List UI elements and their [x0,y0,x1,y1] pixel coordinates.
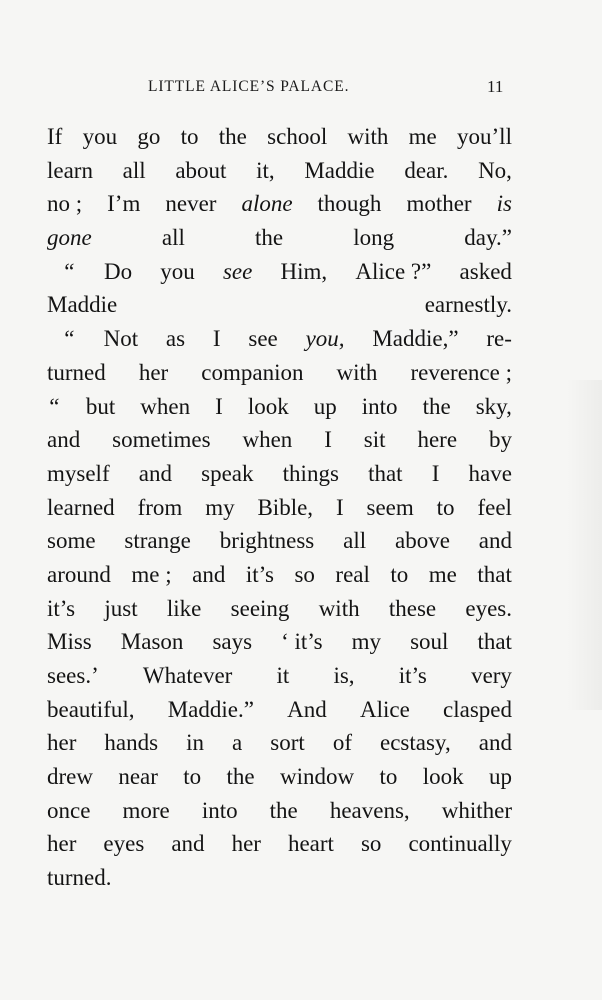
word: heavens, [329,797,410,823]
word: beautiful, [47,696,135,722]
word: is, [333,663,355,688]
word: re- [486,326,512,352]
word: I [212,326,221,352]
word: reverence ; [410,359,512,385]
word: “ [62,258,76,284]
word: and [138,460,172,486]
word: me ; [131,561,172,587]
text-line [47,390,512,424]
word: long [353,225,395,251]
word: into [361,393,398,419]
page-number: 11 [487,77,504,96]
running-head [0,78,602,102]
word: If [47,124,63,149]
text-line [47,524,512,558]
word: No, [478,157,512,183]
word: go [137,124,161,149]
word: Maddie.” [167,696,254,722]
text-line [47,659,512,693]
word: and [47,427,81,453]
text-line [47,558,512,592]
word: and [478,730,512,756]
word: Bible, [257,494,314,520]
text-line [47,221,512,255]
word: from [137,494,183,520]
word: window [280,764,355,790]
word: above [394,528,450,554]
text-line [47,423,512,457]
word: I [324,427,332,453]
word: a [232,730,243,756]
word: her [138,359,169,385]
word: all [343,528,367,554]
text-line [47,154,512,188]
word: you [82,124,118,149]
word: to [180,124,199,149]
word: I [335,494,344,520]
word: heart [287,831,334,857]
word: learn [47,157,93,183]
word: her [47,831,77,857]
text-line [47,625,512,659]
text-line [47,457,512,491]
word: in [186,730,204,756]
text-line [47,693,512,727]
word: with [318,595,360,621]
word: of [332,730,352,756]
word: drew [47,764,93,790]
word: up [488,764,512,790]
word: And [287,696,327,722]
word: Miss [47,629,92,655]
word: by [488,427,512,453]
text-line [47,726,512,760]
word: continually [408,831,512,857]
word: and [171,831,205,857]
word: mother [406,191,472,217]
word: day.” [464,225,512,251]
text-line [47,827,512,861]
word: with [336,359,378,385]
word: to [436,494,455,520]
word: “ [62,326,76,352]
word: just [104,595,138,621]
word: sit [363,427,386,453]
word: see [248,326,278,352]
word: it’s [47,595,76,621]
text-line [47,861,512,895]
word: real [335,561,370,587]
word: sort [270,730,305,756]
word: Do [103,258,133,284]
word: turned. [47,865,112,891]
word: here [417,427,458,453]
word: and [192,561,226,587]
word: into [201,797,238,823]
text-line [47,592,512,626]
body-text [47,120,512,895]
word: clasped [443,696,512,722]
word: when [140,393,191,419]
word: Maddie [304,157,375,183]
word: learned [47,494,115,520]
word: that [477,561,512,587]
word: these [388,595,437,621]
word: hands [104,730,159,756]
word: things [282,460,339,486]
word: but [85,393,116,419]
word: dear. [404,157,449,183]
word: when [242,427,293,453]
word: it, [256,157,275,183]
word: eyes [103,831,145,857]
word: you’ll [457,124,512,149]
word: earnestly. [424,292,512,318]
word: more [122,797,170,823]
word: the [218,124,247,149]
word: Alice ?” [355,258,432,284]
text-line [47,288,512,322]
word: Maddie [47,292,118,318]
word: to [183,764,202,790]
word: Whatever [142,663,233,688]
word: about [175,157,227,183]
word: so [360,831,382,857]
word: is [496,191,512,217]
word: very [471,663,512,688]
word: like [166,595,202,621]
word: speak [201,460,254,486]
word: eyes. [465,595,512,621]
word: that [477,629,512,655]
word: alone [241,191,293,217]
running-title: LITTLE ALICE’S PALACE. [148,78,350,95]
word: soul [410,629,449,655]
word: to [379,764,398,790]
word: once [47,797,91,823]
word: have [468,460,512,486]
word: me [408,124,437,149]
word: as [165,326,186,352]
word: Mason [120,629,184,655]
word: school [267,124,328,149]
word: so [294,561,315,587]
word: near [118,764,158,790]
word: the [269,797,298,823]
word: her [47,730,77,756]
word: sky, [475,393,512,419]
text-line [47,322,512,356]
word: asked [459,258,512,284]
word: the [255,225,284,251]
text-line [47,356,512,390]
word: my [351,629,382,655]
word: it’s [398,663,427,688]
text-line [47,255,512,289]
word: gone [47,225,92,251]
word: it [276,663,290,688]
word: turned [47,359,106,385]
word: all [161,225,185,251]
word: myself [47,460,110,486]
word: I [215,393,223,419]
word: feel [477,494,512,520]
word: says [212,629,253,655]
word: up [313,393,337,419]
word: Him, [280,258,328,284]
word: seeing [230,595,290,621]
word: it’s [245,561,274,587]
word: Not [103,326,139,352]
word: ‘ it’s [281,629,323,655]
page-shading [566,380,602,710]
word: “ [47,393,61,419]
word: her [231,831,261,857]
word: you, [305,326,345,352]
word: whither [441,797,512,823]
word: the [226,764,255,790]
word: though [317,191,382,217]
word: sees.’ [47,663,99,688]
word: with [347,124,389,149]
word: to [390,561,409,587]
text-line [47,794,512,828]
text-line [47,760,512,794]
word: some [47,528,96,554]
word: I [431,460,440,486]
word: seem [366,494,414,520]
word: around [47,561,111,587]
word: you [160,258,195,284]
word: Maddie,” [372,326,459,352]
word: see [222,258,253,284]
word: I’m [107,191,141,217]
word: strange [124,528,191,554]
word: Alice [360,696,410,722]
word: brightness [219,528,315,554]
word: companion [201,359,304,385]
word: all [122,157,146,183]
word: look [247,393,289,419]
word: sometimes [112,427,211,453]
word: no ; [47,191,83,217]
text-line [47,120,512,154]
word: my [205,494,235,520]
word: me [428,561,457,587]
word: ecstasy, [380,730,451,756]
text-line [47,187,512,221]
word: never [165,191,217,217]
word: that [368,460,403,486]
text-line [47,491,512,525]
word: and [478,528,512,554]
word: look [422,764,464,790]
word: the [422,393,451,419]
